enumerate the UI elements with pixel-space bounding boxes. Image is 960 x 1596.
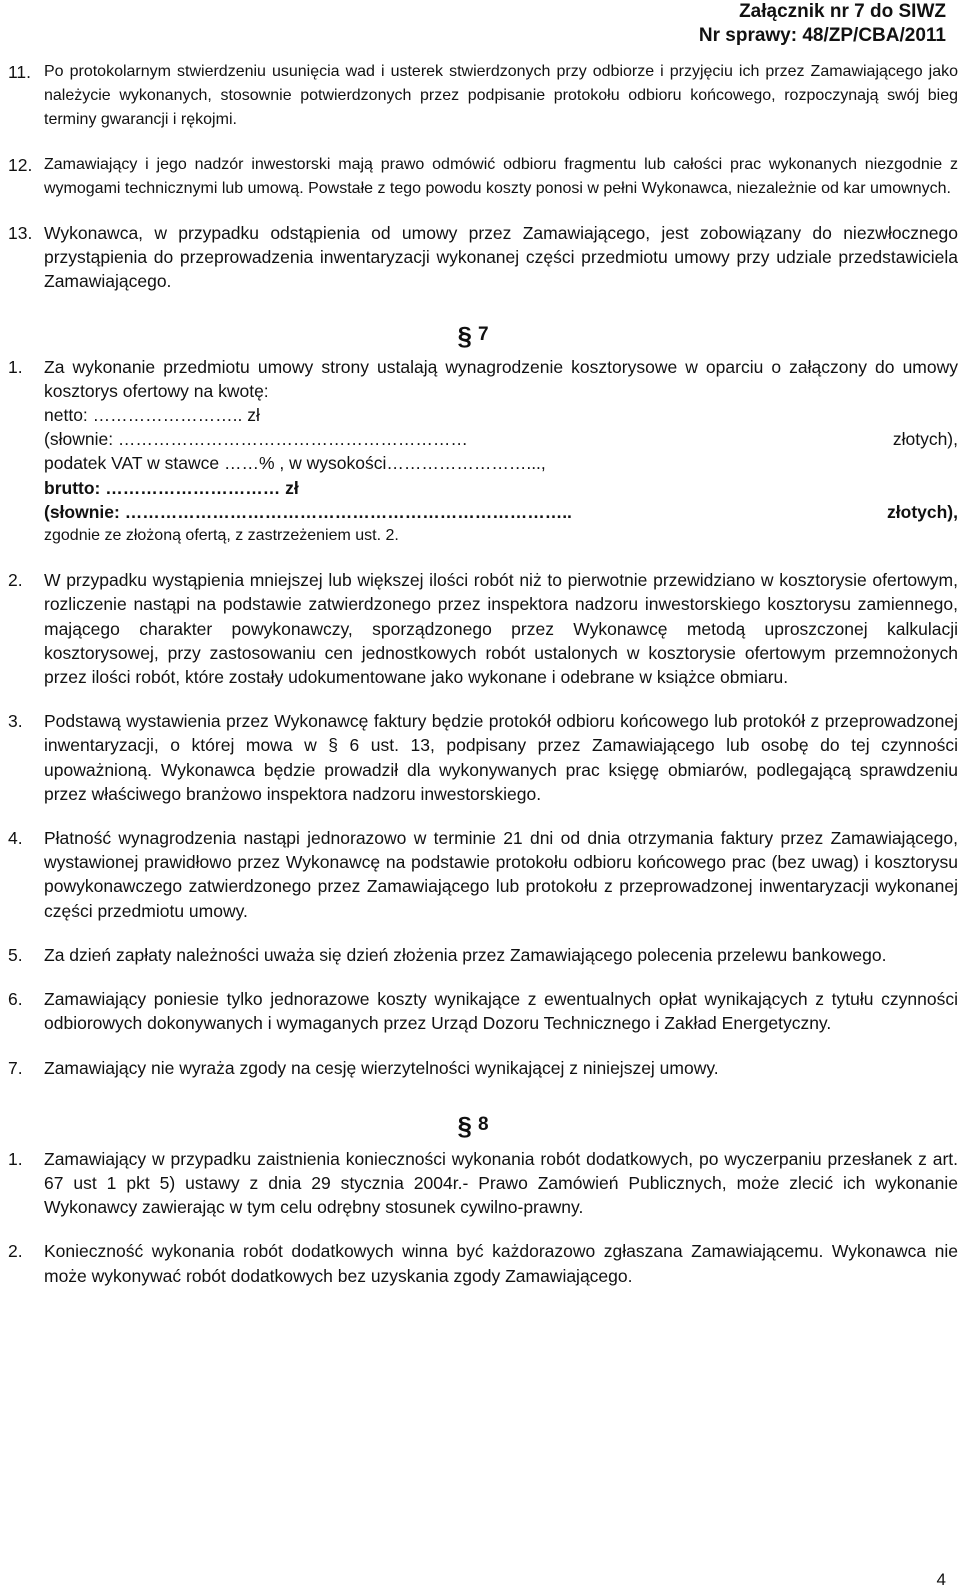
paragraph-text: Za dzień zapłaty należności uważa się dzień złożenia przez Zamawiającego polecenia przelewu bankowego. (44, 944, 887, 965)
paragraph-number: 1. (8, 356, 23, 377)
paragraph-number: 7. (8, 1057, 23, 1078)
paragraph-7-7 (8, 1056, 958, 1080)
paragraph-number: 12. (8, 154, 33, 175)
paragraph-number: 2. (8, 570, 23, 591)
paragraph-number: 3. (8, 711, 23, 732)
document-header (699, 0, 946, 48)
slownie-left: (słownie: …………………………………………………… (44, 429, 468, 450)
paragraph-7-6 (8, 987, 958, 1035)
paragraph-text (44, 355, 958, 549)
slownie-right: złotych), (892, 429, 958, 450)
paragraph-13 (8, 221, 958, 294)
paragraph-number: 2. (8, 1241, 23, 1262)
paragraph-number: 5. (8, 944, 23, 965)
paragraph-text: W przypadku wystąpienia mniejszej lub większej ilości robót niż to pierwotnie przewidziano w kosztorysie ofertowym, rozliczenie nastąpi na podstawie zatwierdzonego przez inspektora nadzoru inwestorskiego kosztorysu zamiennego, mającego charakter powykonawczy, sporządzonego przez Wykonawcę metodą uproszczonej kalkulacji kosztorysowej, przy zastosowaniu cen jednostkowych robót ustalonych w kosztorysie ofertowym przemnożonych przez ilości robót, które zostały udokumentowane jako wykonane i odebrane w książce obmiaru. (44, 570, 958, 688)
vat-line: podatek VAT w stawce ……% , w wysokości……………………..., (44, 453, 546, 474)
attachment-label: Załącznik nr 7 do SIWZ (739, 1, 946, 22)
paragraph-12 (8, 153, 958, 201)
paragraph-7-2 (8, 568, 958, 689)
netto-line: netto: …………………….. zł (44, 405, 260, 426)
paragraph-7-3 (8, 709, 958, 806)
paragraph-7-4 (8, 826, 958, 923)
paragraph-text: Zamawiający nie wyraża zgody na cesję wierzytelności wynikającej z niniejszej umowy. (44, 1057, 719, 1078)
remuneration-intro: Za wykonanie przedmiotu umowy strony ustalają wynagrodzenie kosztorysowe w oparciu o załączony do umowy kosztorys ofertowy na kwotę: (44, 356, 958, 401)
paragraph-8-1 (8, 1147, 958, 1220)
slownie-brutto-right: złotych), (887, 501, 958, 522)
offer-line: zgodnie ze złożoną ofertą, z zastrzeżeniem ust. 2. (44, 527, 399, 545)
paragraph-11 (8, 60, 958, 133)
case-number: Nr sprawy: 48/ZP/CBA/2011 (698, 25, 946, 46)
paragraph-number: 13. (8, 223, 33, 244)
section-number: 8 (477, 1113, 489, 1135)
paragraph-text: Wykonawca, w przypadku odstąpienia od umowy przez Zamawiającego, jest zobowiązany do niezwłocznego przystąpienia do przeprowadzenia inwentaryzacji wykonanej części przedmiotu umowy przy udziale przedstawiciela Zamawiającego. (44, 223, 958, 292)
slownie-brutto-line (44, 500, 958, 524)
paragraph-text: Zamawiający i jego nadzór inwestorski mają prawo odmówić odbioru fragmentu lub całości prac wykonanych niezgodnie z wymogami technicznymi lub umową. Powstałe z tego powodu koszty ponosi w pełni Wykonawca, niezależnie od kar umownych. (44, 155, 958, 197)
section-heading-8 (0, 1106, 958, 1141)
slownie-brutto-left: (słownie: ………………………………………………………………….. (44, 501, 572, 522)
paragraph-number: 11. (8, 62, 32, 82)
paragraph-text: Zamawiający poniesie tylko jednorazowe koszty wynikające z ewentualnych opłat wynikających z tytułu czynności odbiorowych dokonywanych i wymaganych przez Urząd Dozoru Technicznego i Zakład Energetyczny. (44, 989, 958, 1034)
paragraph-text: Konieczność wykonania robót dodatkowych winna być każdorazowo zgłaszana Zamawiającemu. Wykonawca nie może wykonywać robót dodatkowych bez uzyskania zgody Zamawiającego. (44, 1241, 958, 1286)
brutto-line: brutto: ………………………… zł (44, 477, 299, 498)
section-symbol: § (457, 1110, 472, 1141)
paragraph-number: 4. (8, 828, 23, 849)
paragraph-text: Po protokolarnym stwierdzeniu usunięcia wad i usterek stwierdzonych przy odbiorze i przyjęciu ich przez Zamawiającego jako należycie wykonanych, stosownie potwierdzonych przez podpisanie protokołu odbioru końcowego, rozpoczynają swój bieg terminy gwarancji i rękojmi. (44, 63, 958, 129)
paragraph-8-2 (8, 1239, 958, 1287)
section-symbol: § (457, 320, 472, 351)
paragraph-text: Płatność wynagrodzenia nastąpi jednorazowo w terminie 21 dni od dnia otrzymania faktury przez Zamawiającego, wystawionej prawidłowo przez Wykonawcę na podstawie protokołu odbioru końcowego prac (bez uwag) i kosztorysu powykonawczego zatwierdzonego przez Zamawiającego lub protokołu z przeprowadzonej inwentaryzacji wykonanej części przedmiotu umowy. (44, 828, 958, 921)
document-body (8, 60, 958, 1288)
section-heading-7 (0, 316, 958, 351)
paragraph-7-5 (8, 943, 958, 967)
paragraph-text: Zamawiający w przypadku zaistnienia konieczności wykonania robót dodatkowych, po wyczerpaniu przesłanek z art. 67 ust 1 pkt 5) ustawy z dnia 29 stycznia 2004r.- Prawo Zamówień Publicznych, może zlecić ich wykonanie Wykonawcy zawierając w tym celu odrębny stosunek cywilno-prawny. (44, 1148, 958, 1218)
paragraph-7-1 (8, 355, 958, 549)
paragraph-text: Podstawą wystawienia przez Wykonawcę faktury będzie protokół odbioru końcowego lub protokół z przeprowadzonej inwentaryzacji, o której mowa w § 6 ust. 13, podpisany przez Zamawiającego lub osobę do tej czynności upoważnioną. Wykonawca będzie prowadził dla wykonywanych prac księgę obmiarów, podlegającą sprawdzeniu przez właściwego branżowo inspektora nadzoru inwestorskiego. (44, 711, 958, 804)
paragraph-number: 6. (8, 989, 23, 1010)
page-number: 4 (936, 1570, 946, 1589)
slownie-line (44, 427, 958, 451)
section-number: 7 (477, 323, 489, 345)
paragraph-number: 1. (8, 1148, 23, 1169)
